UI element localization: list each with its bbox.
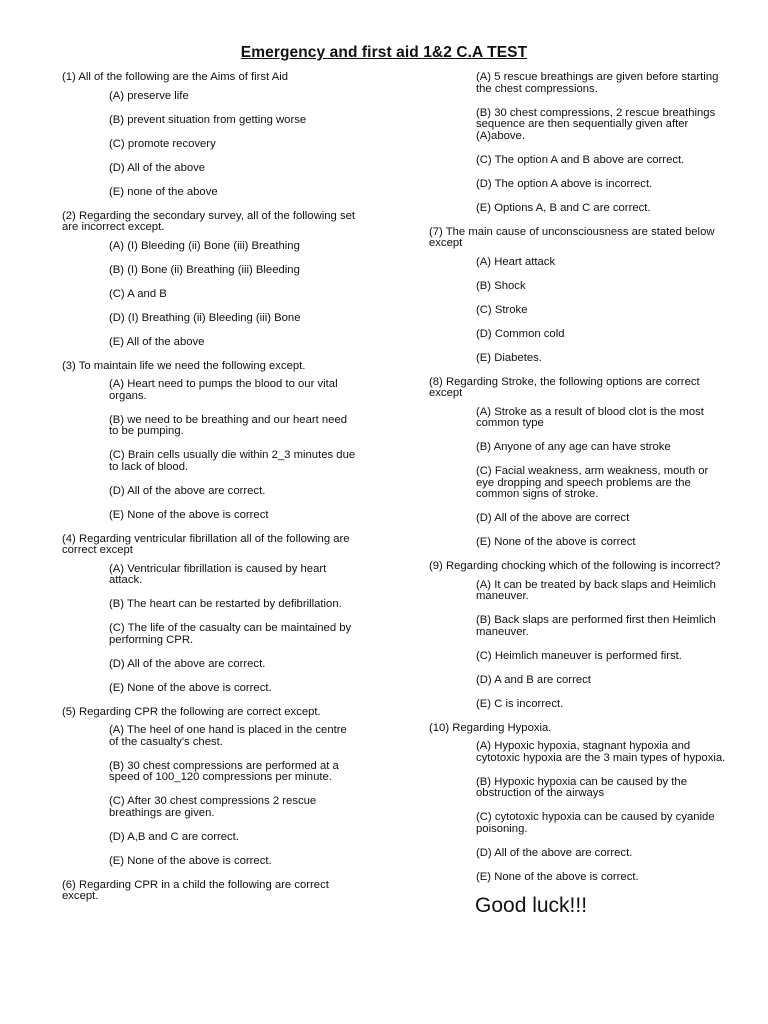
answer-option: (D) The option A above is incorrect. <box>476 177 653 190</box>
question-text: (8) Regarding Stroke, the following options are correct except <box>429 375 700 399</box>
answer-option: (C) Brain cells usually die within 2_3 minutes due to lack of blood. <box>109 449 356 473</box>
answer-option: (A) The heel of one hand is placed in the centre of the casualty's chest. <box>109 724 347 748</box>
answer-option: (B) Shock <box>476 279 526 292</box>
answer-option: (D) All of the above are correct. <box>109 484 266 497</box>
answer-option: (C) cytotoxic hypoxia can be caused by cyanide poisoning. <box>476 811 715 835</box>
answer-option: (A) Stroke as a result of blood clot is the most common type <box>476 405 704 429</box>
answer-option: (C) The life of the casualty can be maintained by performing CPR. <box>109 622 352 646</box>
answer-option: (C) Facial weakness, arm weakness, mouth or eye dropping and speech problems are the common signs of stroke. <box>476 465 709 500</box>
question-text: (3) To maintain life we need the following except. <box>62 359 306 372</box>
answer-option: (A) Hypoxic hypoxia, stagnant hypoxia and cytotoxic hypoxia are the 3 main types of hypoxia. <box>476 740 726 764</box>
answer-option: (D) (I) Breathing (ii) Bleeding (iii) Bone <box>109 311 301 324</box>
question-text: (4) Regarding ventricular fibrillation all of the following are correct except <box>62 532 350 556</box>
answer-option: (A) (I) Bleeding (ii) Bone (iii) Breathing <box>109 239 300 252</box>
answer-option: (A) Heart attack <box>476 255 556 268</box>
answer-option: (B) Hypoxic hypoxia can be caused by the obstruction of the airways <box>476 775 687 799</box>
answer-option: (E) none of the above <box>109 185 218 198</box>
answer-option: (B) The heart can be restarted by defibrillation. <box>109 598 342 610</box>
right-column <box>429 72 729 918</box>
question-text: (9) Regarding chocking which of the following is incorrect? <box>429 560 721 572</box>
answer-option: (C) Stroke <box>476 303 528 316</box>
answer-option: (C) promote recovery <box>109 137 216 150</box>
answer-option: (D) Common cold <box>476 327 565 340</box>
answer-option: (B) (I) Bone (ii) Breathing (iii) Bleeding <box>109 263 300 276</box>
answer-option: (E) None of the above is correct. <box>109 854 272 867</box>
answer-option: (E) None of the above is correct. <box>109 681 272 694</box>
answer-option: (A) Ventricular fibrillation is caused by heart attack. <box>109 562 327 586</box>
answer-option: (E) Options A, B and C are correct. <box>476 201 651 214</box>
question-text: (6) Regarding CPR in a child the following are correct except. <box>62 878 329 902</box>
answer-option: (E) All of the above <box>109 335 205 348</box>
answer-option: (B) prevent situation from getting worse <box>109 113 307 126</box>
answer-option: (C) A and B <box>109 287 167 300</box>
question-text: (7) The main cause of unconsciousness are stated below except <box>429 225 715 249</box>
answer-option: (A) preserve life <box>109 89 189 102</box>
answer-option: (B) Back slaps are performed first then Heimlich maneuver. <box>476 614 716 638</box>
left-column <box>62 72 362 910</box>
answer-option: (E) C is incorrect. <box>476 697 564 710</box>
answer-option: (E) None of the above is correct <box>109 508 269 521</box>
page-title: Emergency and first aid 1&2 C.A TEST <box>240 44 528 61</box>
question-text: (1) All of the following are the Aims of first Aid <box>62 71 289 83</box>
answer-option: (B) we need to be breathing and our heart need to be pumping. <box>109 413 348 437</box>
answer-option: (D) All of the above <box>109 161 206 174</box>
answer-option: (A) 5 rescue breathings are given before starting the chest compressions. <box>476 71 719 95</box>
answer-option: (B) Anyone of any age can have stroke <box>476 441 671 453</box>
answer-option: (C) Heimlich maneuver is performed first. <box>476 649 682 662</box>
answer-option: (D) A,B and C are correct. <box>109 830 239 843</box>
answer-option: (B) 30 chest compressions are performed at a speed of 100_120 compressions per minute. <box>109 759 339 783</box>
answer-option: (A) It can be treated by back slaps and Heimlich maneuver. <box>476 578 716 602</box>
question-text: (10) Regarding Hypoxia. <box>429 721 552 734</box>
answer-option: (D) All of the above are correct <box>476 512 630 524</box>
answer-option: (E) None of the above is correct <box>476 536 636 548</box>
answer-option: (E) None of the above is correct. <box>476 870 639 883</box>
answer-option: (B) 30 chest compressions, 2 rescue breathings sequence are then sequentially given after (A)above. <box>476 106 716 142</box>
question-text: (2) Regarding the secondary survey, all of the following set are incorrect except. <box>62 209 356 233</box>
answer-option: (C) After 30 chest compressions 2 rescue breathings are given. <box>109 795 317 819</box>
question-text: (5) Regarding CPR the following are correct except. <box>62 705 321 718</box>
answer-option: (D) A and B are correct <box>476 673 591 686</box>
answer-option: (C) The option A and B above are correct. <box>476 153 685 166</box>
answer-option: (D) All of the above are correct. <box>109 657 266 670</box>
closing-message: Good luck!!! <box>475 893 588 917</box>
answer-option: (D) All of the above are correct. <box>476 846 633 859</box>
answer-option: (A) Heart need to pumps the blood to our vital organs. <box>109 378 338 402</box>
answer-option: (E) Diabetes. <box>476 351 542 364</box>
